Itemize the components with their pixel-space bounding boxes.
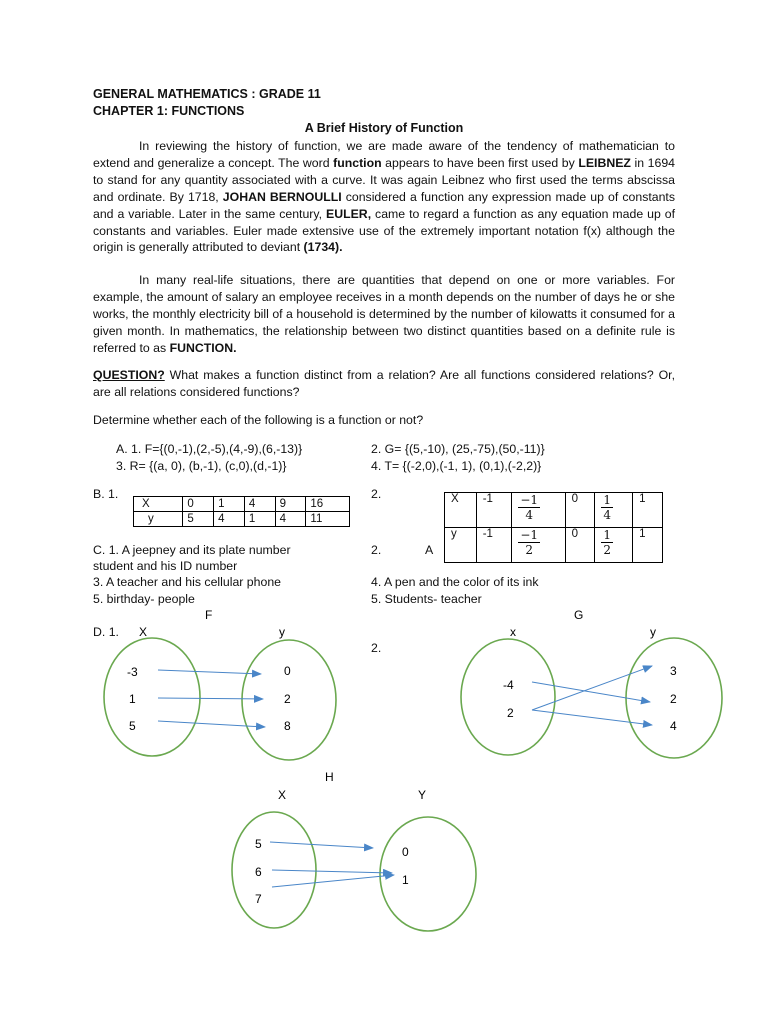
domain-label: X — [139, 625, 148, 639]
domain-value: 5 — [129, 719, 136, 733]
range-value: 1 — [402, 873, 409, 887]
range-label: y — [279, 625, 285, 639]
section-title: A Brief History of Function — [304, 121, 464, 135]
history-paragraph: In reviewing the history of function, we are made aware of the tendency of mathematician to extend and generalize a concept. The word function appears to have been first used by LEIBNEZ in 1694 to stand for any quantity associated with a curve. It was again Leibnez who first used the terms abscissa and ordinate. By 1718, JOHAN BERNOULLI considered a function any expression made up of constants and a variable. Later in the same century, EULER, came to regard a function as any equation made up of constants and variables. Euler made extensive use of the extremely important notation f(x) although the origin is generally attributed to deviant (1734). — [93, 139, 675, 255]
table-cell: X — [134, 497, 183, 512]
item-a1: A. 1. F={(0,-1),(2,-5),(4,-9),(6,-13)} — [116, 442, 303, 456]
item-c1-cont: student and his ID number — [93, 559, 238, 573]
range-value: 2 — [670, 692, 677, 706]
range-value: 0 — [402, 845, 409, 859]
range-label: y — [650, 625, 656, 639]
table-cell: 1 — [214, 497, 245, 512]
item-c2: A — [425, 543, 434, 557]
instruction: Determine whether each of the following is a function or not? — [93, 413, 424, 427]
item-c2-label: 2. — [371, 543, 382, 557]
part-d-label-2: 2. — [371, 641, 382, 655]
table-cell: 4 — [214, 512, 245, 527]
table-cell: 4 — [244, 497, 275, 512]
table-cell: 0 — [565, 528, 595, 563]
table-cell: 4 — [275, 512, 306, 527]
item-c3: 3. A teacher and his cellular phone — [93, 575, 282, 589]
item-a3: 3. R= {(a, 0), (b,-1), (c,0),(d,-1)} — [116, 459, 287, 473]
chapter-title: CHAPTER 1: FUNCTIONS — [93, 104, 245, 118]
range-value: 3 — [670, 664, 677, 678]
table-cell: 1 — [633, 493, 663, 528]
table-cell: 1 — [244, 512, 275, 527]
table-cell: 11 — [306, 512, 350, 527]
mapping-arrow — [270, 842, 373, 848]
mapping-arrow — [532, 682, 650, 702]
mapping-arrow — [158, 670, 261, 674]
diagram-title: F — [205, 608, 213, 622]
table-cell: y — [134, 512, 183, 527]
course-title: GENERAL MATHEMATICS : GRADE 11 — [93, 87, 321, 101]
domain-value: -4 — [503, 678, 514, 692]
item-c4: 4. A pen and the color of its ink — [371, 575, 539, 589]
domain-value: -3 — [127, 665, 138, 679]
domain-label: x — [510, 625, 516, 639]
part-b-label: B. 1. — [93, 487, 119, 501]
domain-value: 6 — [255, 865, 262, 879]
fraction: $\frac{-1}{4}$ — [520, 493, 539, 522]
part-b-label-2: 2. — [371, 487, 382, 501]
table-cell: 0 — [183, 497, 214, 512]
table-cell: 5 — [183, 512, 214, 527]
range-ellipse — [380, 817, 476, 931]
item-c1: C. 1. A jeepney and its plate number — [93, 543, 291, 557]
domain-ellipse — [104, 638, 200, 756]
reallife-paragraph: In many real-life situations, there are quantities that depend on one or more variables. For example, the amount of salary an employee receives in a month depends on the number of days he or she works, the monthly electricity bill of a household is determined by the number of kilowatts it consumed for a given month. In mathematics, the relationship between two distinct quantities based on a definite rule is referred to as FUNCTION. — [93, 273, 675, 355]
table-cell: y — [445, 528, 477, 563]
domain-label: X — [278, 788, 287, 802]
range-value: 8 — [284, 719, 291, 733]
fraction: $\frac{1}{4}$ — [603, 493, 612, 522]
domain-value: 1 — [129, 692, 136, 706]
item-c5b: 5. Students- teacher — [371, 592, 482, 606]
diagram-title: G — [574, 608, 584, 622]
mapping-h — [232, 770, 476, 931]
diagram-title: H — [325, 770, 334, 784]
mapping-f — [104, 608, 336, 760]
mapping-arrow — [158, 698, 263, 699]
domain-value: 2 — [507, 706, 514, 720]
table-cell: 9 — [275, 497, 306, 512]
item-c5: 5. birthday- people — [93, 592, 195, 606]
table-cell: -1 — [476, 528, 512, 563]
table-cell: -1 — [476, 493, 512, 528]
item-a2: 2. G= {(5,-10), (25,-75),(50,-11)} — [371, 442, 545, 456]
mapping-arrow — [158, 721, 265, 727]
item-a4: 4. T= {(-2,0),(-1, 1), (0,1),(-2,2)} — [371, 459, 542, 473]
fraction: $\frac{-1}{2}$ — [520, 528, 539, 557]
mapping-g — [461, 608, 722, 758]
domain-ellipse — [461, 639, 555, 755]
range-value: 0 — [284, 664, 291, 678]
table-cell: 1 — [633, 528, 663, 563]
mapping-arrow — [272, 875, 394, 887]
domain-value: 5 — [255, 837, 262, 851]
range-value: 2 — [284, 692, 291, 706]
range-value: 4 — [670, 719, 677, 733]
part-d-label: D. 1. — [93, 625, 119, 639]
table-cell: 0 — [565, 493, 595, 528]
domain-value: 7 — [255, 892, 262, 906]
table-cell: 16 — [306, 497, 350, 512]
mapping-arrow — [272, 870, 392, 873]
range-label: Y — [418, 788, 427, 802]
table-cell: X — [445, 493, 477, 528]
fraction: $\frac{1}{2}$ — [603, 528, 612, 557]
question-paragraph: QUESTION? What makes a function distinct from a relation? Are all functions considered relations? Or, are all relations considered functions? — [93, 368, 675, 399]
